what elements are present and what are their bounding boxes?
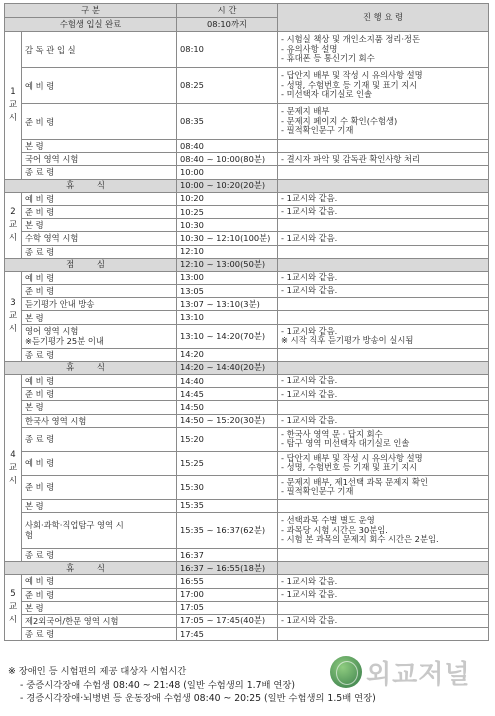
schedule-row bbox=[5, 427, 489, 451]
row-time: 17:05 bbox=[177, 601, 278, 614]
row-time: 10:20 bbox=[177, 192, 278, 205]
progress-item: - 답안지 배부 및 작성 시 유의사항 설명 bbox=[281, 452, 423, 463]
row-progress bbox=[278, 575, 489, 588]
progress-item: - 1교시와 같음. bbox=[281, 575, 338, 586]
progress-item: - 탐구 영역 미선택자 대기실로 인솔 bbox=[281, 438, 410, 449]
row-time: 08:40 ~ 10:00(80분) bbox=[177, 153, 278, 166]
row-category: 본 령 bbox=[22, 219, 177, 232]
row-category: 듣기평가 안내 방송 bbox=[22, 298, 177, 311]
row-progress bbox=[278, 388, 489, 401]
schedule-row bbox=[5, 166, 489, 179]
row-category: 예 비 령 bbox=[22, 451, 177, 475]
header-time: 시 간 bbox=[177, 4, 278, 18]
row-category: 본 령 bbox=[22, 140, 177, 153]
schedule-row bbox=[5, 311, 489, 324]
row-progress bbox=[278, 271, 489, 284]
period-label: 4 교 시 bbox=[5, 375, 22, 562]
row-category: 종 료 령 bbox=[22, 628, 177, 641]
footnote-line: - 중증시각장애 수험생 08:40 ~ 21:48 (일반 수험생의 1.7배 연장) bbox=[20, 679, 296, 691]
exam-schedule-table bbox=[4, 3, 489, 641]
schedule-row bbox=[5, 104, 489, 140]
progress-item: - 문제지 페이지 수 확인(수험생) bbox=[281, 115, 398, 126]
row-time: 17:05 ~ 17:45(40분) bbox=[177, 614, 278, 627]
schedule-row bbox=[5, 348, 489, 361]
row-progress bbox=[278, 192, 489, 205]
row-category: 예 비 령 bbox=[22, 575, 177, 588]
row-category: 준 비 령 bbox=[22, 104, 177, 140]
schedule-row bbox=[5, 388, 489, 401]
break-time: 14:20 ~ 14:40(20분) bbox=[177, 361, 278, 374]
row-progress bbox=[278, 601, 489, 614]
schedule-row bbox=[5, 512, 489, 548]
break-progress bbox=[278, 562, 489, 575]
break-row bbox=[5, 179, 489, 192]
schedule-row bbox=[5, 140, 489, 153]
row-progress bbox=[278, 68, 489, 104]
row-category: 종 료 령 bbox=[22, 427, 177, 451]
break-row bbox=[5, 258, 489, 271]
row-category: 본 령 bbox=[22, 499, 177, 512]
row-progress bbox=[278, 205, 489, 218]
row-category: 준 비 령 bbox=[22, 388, 177, 401]
break-progress bbox=[278, 179, 489, 192]
progress-item: - 성명, 수험번호 등 기재 및 표기 지시 bbox=[281, 79, 418, 90]
schedule-row bbox=[5, 192, 489, 205]
row-category: 종 료 령 bbox=[22, 166, 177, 179]
progress-item: - 1교시와 같음. bbox=[281, 285, 338, 296]
progress-item: - 미선택자 대기실로 인솔 bbox=[281, 89, 373, 100]
row-progress bbox=[278, 451, 489, 475]
schedule-row bbox=[5, 324, 489, 348]
break-label: 휴 식 bbox=[5, 179, 177, 192]
schedule-row bbox=[5, 601, 489, 614]
row-progress bbox=[278, 324, 489, 348]
progress-item: - 선택과목 수별 별도 운영 bbox=[281, 515, 375, 526]
schedule-row bbox=[5, 205, 489, 218]
row-time: 14:50 bbox=[177, 401, 278, 414]
progress-item: - 필적확인문구 기재 bbox=[281, 125, 354, 136]
row-category: 준 비 령 bbox=[22, 205, 177, 218]
row-progress bbox=[278, 414, 489, 427]
schedule-row bbox=[5, 499, 489, 512]
row-time: 17:00 bbox=[177, 588, 278, 601]
row-category: 본 령 bbox=[22, 311, 177, 324]
row-progress bbox=[278, 219, 489, 232]
row-progress bbox=[278, 628, 489, 641]
schedule-row bbox=[5, 548, 489, 561]
row-progress bbox=[278, 104, 489, 140]
schedule-row bbox=[5, 32, 489, 68]
row-category: 준 비 령 bbox=[22, 285, 177, 298]
break-time: 16:37 ~ 16:55(18분) bbox=[177, 562, 278, 575]
schedule-row bbox=[5, 614, 489, 627]
progress-item: - 시험 본 과목의 문제지 회수 시간은 2분임. bbox=[281, 534, 439, 545]
row-time: 14:45 bbox=[177, 388, 278, 401]
row-category: 예 비 령 bbox=[22, 271, 177, 284]
row-time: 15:25 bbox=[177, 451, 278, 475]
schedule-row bbox=[5, 414, 489, 427]
row-time: 10:25 bbox=[177, 205, 278, 218]
schedule-row bbox=[5, 232, 489, 245]
row-progress bbox=[278, 499, 489, 512]
row-progress bbox=[278, 548, 489, 561]
row-category: 종 료 령 bbox=[22, 348, 177, 361]
row-progress bbox=[278, 140, 489, 153]
break-label: 휴 식 bbox=[5, 562, 177, 575]
logo-text: 외교저널 bbox=[366, 660, 471, 690]
progress-item: - 성명, 수험번호 등 기재 및 표기 지시 bbox=[281, 462, 418, 473]
progress-item: - 1교시와 같음. bbox=[281, 615, 338, 626]
progress-item: - 1교시와 같음. bbox=[281, 193, 338, 204]
row-progress bbox=[278, 298, 489, 311]
row-time: 15:35 bbox=[177, 499, 278, 512]
schedule-row bbox=[5, 219, 489, 232]
row-time: 13:10 ~ 14:20(70분) bbox=[177, 324, 278, 348]
row-category: 본 령 bbox=[22, 401, 177, 414]
progress-item: - 필적확인문구 기재 bbox=[281, 486, 354, 497]
progress-item: - 1교시와 같음. bbox=[281, 232, 338, 243]
progress-item: - 1교시와 같음. bbox=[281, 272, 338, 283]
period-label: 3 교 시 bbox=[5, 271, 22, 361]
progress-item: - 과목당 시험 시간은 30분임. bbox=[281, 524, 388, 535]
row-progress bbox=[278, 348, 489, 361]
schedule-row bbox=[5, 245, 489, 258]
row-progress bbox=[278, 614, 489, 627]
schedule-row bbox=[5, 298, 489, 311]
break-row bbox=[5, 361, 489, 374]
schedule-row bbox=[5, 271, 489, 284]
break-row bbox=[5, 562, 489, 575]
progress-item: - 답안지 배부 및 작성 시 유의사항 설명 bbox=[281, 70, 423, 81]
row-category: 예 비 령 bbox=[22, 68, 177, 104]
row-time: 15:30 bbox=[177, 475, 278, 499]
row-progress bbox=[278, 375, 489, 388]
row-category: 사회·과학·직업탐구 영역 시 험 bbox=[22, 512, 177, 548]
row-progress bbox=[278, 245, 489, 258]
schedule-row bbox=[5, 628, 489, 641]
schedule-row bbox=[5, 588, 489, 601]
footnote-title: ※ 장애인 등 시험편의 제공 대상자 시험시간 bbox=[8, 666, 187, 677]
break-progress bbox=[278, 258, 489, 271]
row-category: 한국사 영역 시험 bbox=[22, 414, 177, 427]
schedule-row bbox=[5, 451, 489, 475]
row-category: 제2외국어/한문 영역 시험 bbox=[22, 614, 177, 627]
watermark-logo bbox=[330, 652, 490, 714]
period-label: 5 교 시 bbox=[5, 575, 22, 641]
row-category: 영어 영역 시험 ※듣기평가 25분 이내 bbox=[22, 324, 177, 348]
row-time: 14:50 ~ 15:20(30분) bbox=[177, 414, 278, 427]
row-progress bbox=[278, 166, 489, 179]
row-time: 13:10 bbox=[177, 311, 278, 324]
row-time: 08:40 bbox=[177, 140, 278, 153]
row-progress bbox=[278, 232, 489, 245]
row-time: 13:00 bbox=[177, 271, 278, 284]
row-category: 준 비 령 bbox=[22, 588, 177, 601]
globe-icon bbox=[330, 656, 362, 688]
period-label: 2 교 시 bbox=[5, 192, 22, 258]
row-time: 10:30 ~ 12:10(100분) bbox=[177, 232, 278, 245]
row-category: 예 비 령 bbox=[22, 375, 177, 388]
row-time: 08:35 bbox=[177, 104, 278, 140]
schedule-row bbox=[5, 475, 489, 499]
row-time: 14:20 bbox=[177, 348, 278, 361]
progress-item: - 문제지 배부 bbox=[281, 106, 330, 117]
row-category: 예 비 령 bbox=[22, 192, 177, 205]
row-progress bbox=[278, 311, 489, 324]
row-time: 16:55 bbox=[177, 575, 278, 588]
progress-item: - 1교시와 같음. bbox=[281, 375, 338, 386]
schedule-row bbox=[5, 285, 489, 298]
row-time: 15:35 ~ 16:37(62분) bbox=[177, 512, 278, 548]
break-progress bbox=[278, 361, 489, 374]
row-time: 14:40 bbox=[177, 375, 278, 388]
row-progress bbox=[278, 427, 489, 451]
progress-item: - 1교시와 같음. bbox=[281, 588, 338, 599]
row-progress bbox=[278, 32, 489, 68]
row-category: 수학 영역 시험 bbox=[22, 232, 177, 245]
entry-time: 08:10까지 bbox=[177, 18, 278, 32]
break-label: 점 심 bbox=[5, 258, 177, 271]
break-time: 12:10 ~ 13:00(50분) bbox=[177, 258, 278, 271]
schedule-row bbox=[5, 68, 489, 104]
schedule-row bbox=[5, 575, 489, 588]
row-time: 13:07 ~ 13:10(3분) bbox=[177, 298, 278, 311]
row-time: 16:37 bbox=[177, 548, 278, 561]
progress-item: - 시험실 책상 및 개인소지품 정리·정돈 bbox=[281, 34, 421, 45]
row-category: 종 료 령 bbox=[22, 245, 177, 258]
row-progress bbox=[278, 401, 489, 414]
break-time: 10:00 ~ 10:20(20분) bbox=[177, 179, 278, 192]
header-division: 구 분 bbox=[5, 4, 177, 18]
row-time: 12:10 bbox=[177, 245, 278, 258]
row-category: 감 독 관 입 실 bbox=[22, 32, 177, 68]
row-category: 종 료 령 bbox=[22, 548, 177, 561]
break-label: 휴 식 bbox=[5, 361, 177, 374]
entry-label: 수험생 입실 완료 bbox=[5, 18, 177, 32]
row-progress bbox=[278, 512, 489, 548]
progress-item: - 문제지 배부, 제1선택 과목 문제지 확인 bbox=[281, 476, 428, 487]
row-time: 17:45 bbox=[177, 628, 278, 641]
footnote bbox=[8, 665, 376, 706]
progress-item: - 1교시와 같음. bbox=[281, 414, 338, 425]
schedule-row bbox=[5, 153, 489, 166]
period-label: 1 교 시 bbox=[5, 32, 22, 180]
progress-item: - 한국사 영역 문 · 답지 회수 bbox=[281, 428, 383, 439]
row-progress bbox=[278, 475, 489, 499]
row-time: 08:10 bbox=[177, 32, 278, 68]
footnote-line: - 경증시각장애·뇌병변 등 운동장애 수험생 08:40 ~ 20:25 (일반 수험생의 1.5배 연장) bbox=[20, 693, 376, 704]
header-progress: 진 행 요 령 bbox=[278, 4, 489, 32]
row-time: 15:20 bbox=[177, 427, 278, 451]
schedule-row bbox=[5, 401, 489, 414]
row-progress bbox=[278, 285, 489, 298]
row-time: 10:30 bbox=[177, 219, 278, 232]
progress-item: - 1교시와 같음. bbox=[281, 206, 338, 217]
progress-item: - 유의사항 설명 bbox=[281, 43, 338, 54]
row-progress bbox=[278, 588, 489, 601]
row-time: 08:25 bbox=[177, 68, 278, 104]
progress-item: ※ 시작 직후 듣기평가 방송이 실시됨 bbox=[281, 335, 414, 346]
progress-item: - 결시자 파악 및 감독관 확인사항 처리 bbox=[281, 153, 421, 164]
row-time: 10:00 bbox=[177, 166, 278, 179]
schedule-row bbox=[5, 375, 489, 388]
row-time: 13:05 bbox=[177, 285, 278, 298]
row-category: 준 비 령 bbox=[22, 475, 177, 499]
progress-item: - 1교시와 같음. bbox=[281, 325, 338, 336]
progress-item: - 1교시와 같음. bbox=[281, 388, 338, 399]
row-category: 국어 영역 시험 bbox=[22, 153, 177, 166]
row-progress bbox=[278, 153, 489, 166]
progress-item: - 휴대폰 등 통신기기 회수 bbox=[281, 53, 375, 64]
row-category: 본 령 bbox=[22, 601, 177, 614]
